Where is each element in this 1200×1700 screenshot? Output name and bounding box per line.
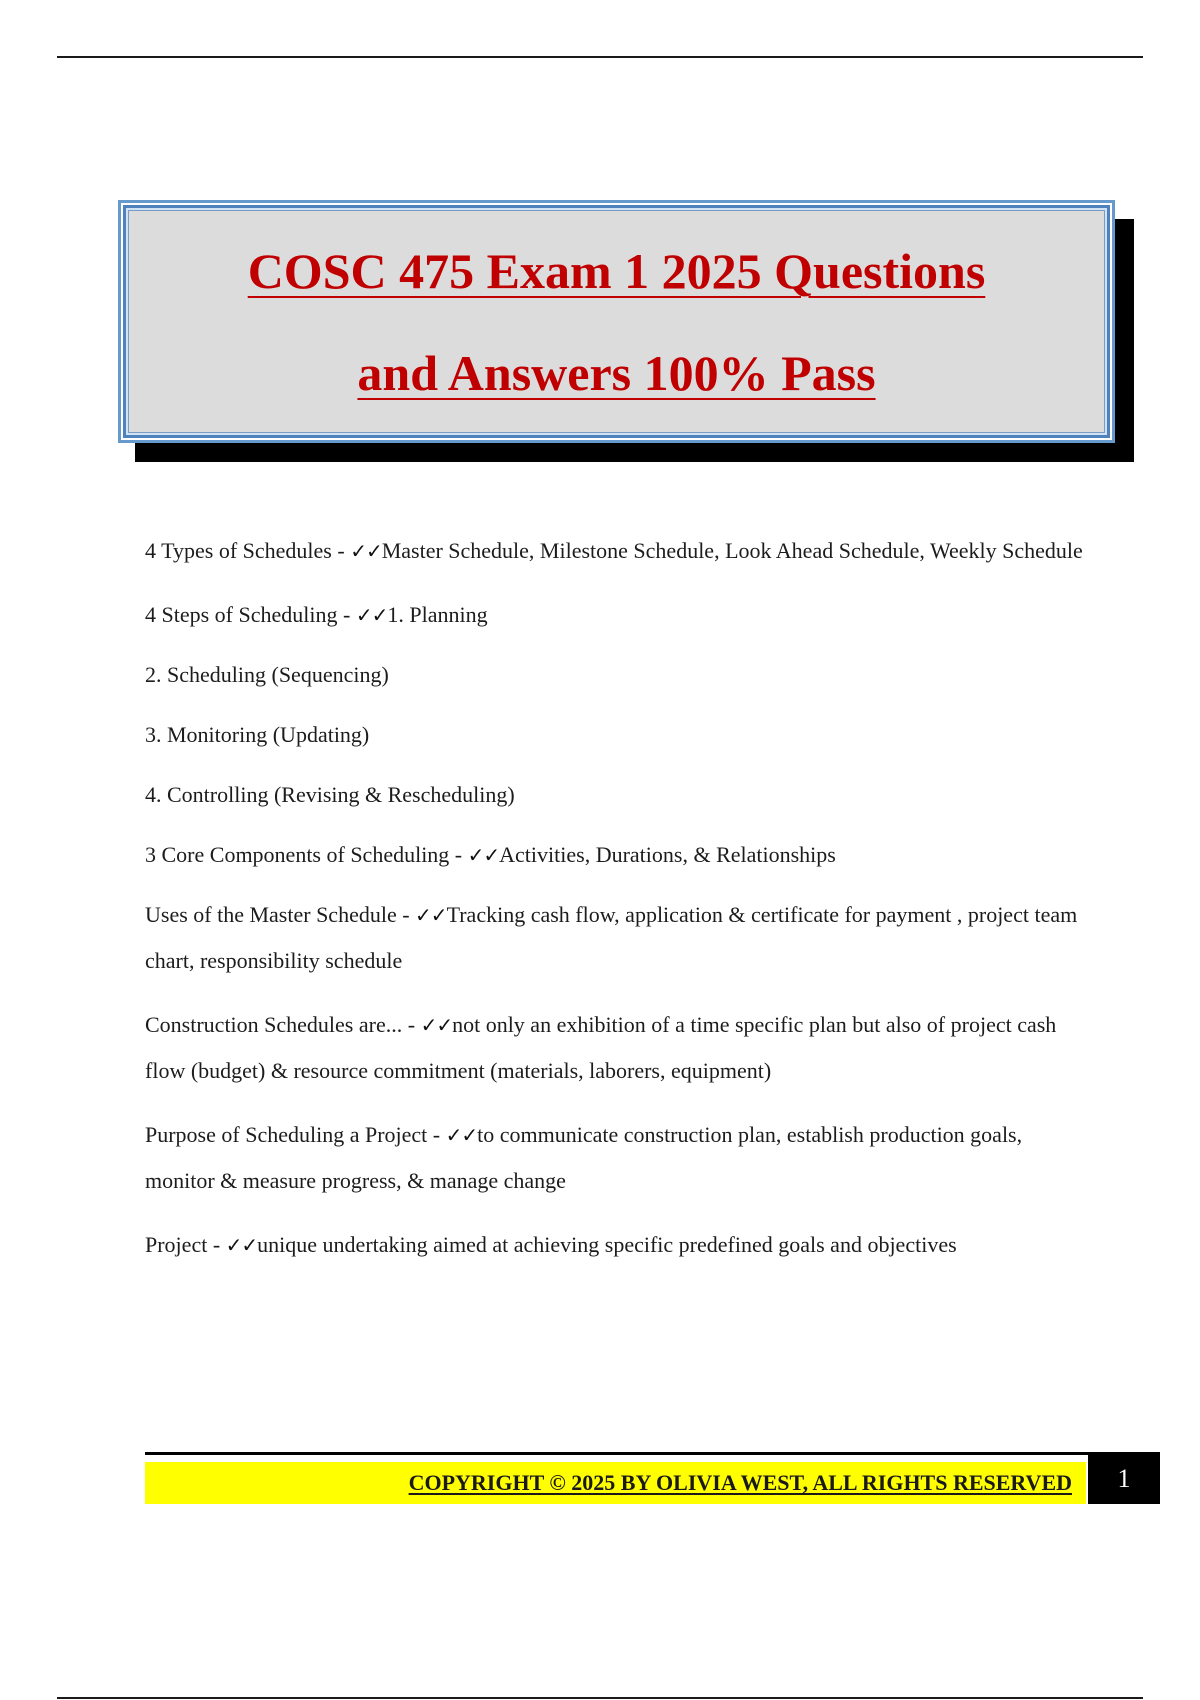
answer-text: unique undertaking aimed at achieving specific predefined goals and objectives [257,1232,957,1257]
double-check-icon: ✓✓ [350,539,382,563]
double-check-icon: ✓✓ [467,843,500,867]
answer-text: Master Schedule, Milestone Schedule, Look Ahead Schedule, Weekly Schedule [381,538,1083,563]
title-box-inner-border [123,205,1110,438]
qa-item-master-schedule-uses [145,892,1095,984]
question-text: Construction Schedules are... - [145,1012,421,1037]
title-box [118,200,1115,443]
qa-item-construction-schedules [145,1002,1095,1094]
answer-text: Tracking cash flow, application & certificate for payment , project team chart, responsibility schedule [145,902,1078,973]
answer-text: not only an exhibition of a time specific plan but also of project cash flow (budget) & resource commitment (materials, laborers, equipment) [145,1012,1057,1083]
qa-item-steps-of-scheduling [145,592,1095,638]
question-text: Project - [145,1232,226,1257]
qa-item-types-of-schedules [145,528,1095,574]
page-number: 1 [1117,1464,1131,1493]
qa-item-core-components [145,832,1095,878]
answer-text: Activities, Durations, & Relationships [499,842,836,867]
qa-content [145,528,1095,1286]
page-number-box [1088,1454,1160,1504]
qa-item-purpose-of-scheduling [145,1112,1095,1204]
answer-text: to communicate construction plan, establish production goals, monitor & measure progress, & manage change [145,1122,1023,1193]
copyright-text: COPYRIGHT © 2025 BY OLIVIA WEST, ALL RIGHTS RESERVED [408,1470,1072,1495]
page-bottom-rule [57,1697,1143,1699]
page-top-rule [57,56,1143,58]
question-text: Uses of the Master Schedule - [145,902,416,927]
double-check-icon: ✓✓ [355,603,388,627]
double-check-icon: ✓✓ [225,1233,258,1257]
double-check-icon: ✓✓ [415,903,447,927]
question-text: Purpose of Scheduling a Project - [145,1122,446,1147]
footer-copyright-band [145,1462,1086,1504]
document-title-line-2: and Answers 100% Pass [357,344,876,401]
qa-item-project [145,1222,1095,1268]
footer-rule [145,1452,1160,1455]
double-check-icon: ✓✓ [445,1123,478,1147]
qa-continuation-step-4: 4. Controlling (Revising & Rescheduling) [145,782,515,807]
document-title-line-1: COSC 475 Exam 1 2025 Questions [247,242,986,299]
question-text: 4 Types of Schedules - [145,538,351,563]
qa-continuation-step-3: 3. Monitoring (Updating) [145,722,370,747]
qa-continuation-step-2: 2. Scheduling (Sequencing) [145,662,389,687]
question-text: 4 Steps of Scheduling - [145,602,356,627]
double-check-icon: ✓✓ [420,1013,453,1037]
title-box-panel [128,210,1105,433]
answer-text: 1. Planning [387,602,488,627]
question-text: 3 Core Components of Scheduling - [145,842,468,867]
